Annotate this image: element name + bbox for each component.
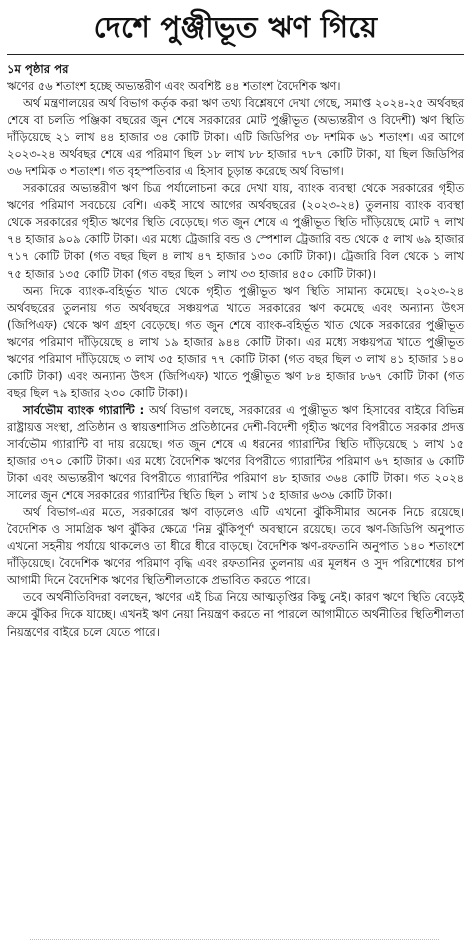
bottom-edge-divider (30, 939, 439, 940)
paragraph-5 (7, 402, 464, 504)
article-headline: দেশে পুঞ্জীভূত ঋণ গিয়ে (93, 10, 378, 44)
headline-divider (7, 54, 464, 55)
paragraph-5-text: অর্থ বিভাগ বলছে, সরকারের এ পুঞ্জীভূত ঋণ হিসাবের বাইরে বিভিন্ন রাষ্ট্রায়ত্ত সংস্থা, প্রতিষ্ঠান ও স্বায়ত্তশাসিত প্রতিষ্ঠানের দেশী-বিদেশী গৃহীত ঋণের বিপরীতে সরকার প্রদত্ত সার্বভৌম গ্যারান্টি বা দায় রয়েছে। গত জুন শেষে এ ধরনের গ্যারান্টির স্থিতি দাঁড়িয়েছে ১ লাখ ১৫ হাজার ৩৭০ কোটি টাকা। এর মধ্যে বৈদেশিক ঋণের বিপরীতে গ্যারান্টির পরিমাণ ৬৭ হাজার ৬ কোটি টাকা এবং অভ্যন্তরীণ ঋণের বিপরীতে গ্যারান্টির পরিমাণ ৪৮ হাজার ৩৬৪ কোটি টাকা। গত ২০২৪ সালের জুন শেষে সরকারের গ্যারান্টির স্থিতি ছিল ১ লাখ ১৫ হাজার ৬৩৬ কোটি টাকা। (7, 402, 464, 503)
sovereign-guarantee-subhead: সার্বভৌম ব্যাংক গ্যারান্টি : (22, 402, 145, 417)
paragraph-6: অর্থ বিভাগ-এর মতে, সরকারের ঋণ বাড়লেও এটি এখনো ঝুঁকিসীমার অনেক নিচে রয়েছে। বৈদেশিক ও সামগ্রিক ঋণ ঝুঁকির ক্ষেত্রে 'নিম্ন ঝুঁকিপূর্ণ' অবস্থানে রয়েছে। তবে ঋণ-জিডিপি অনুপাত এখনো সহনীয় পর্যায়ে থাকলেও তা ধীরে ধীরে বাড়ছে। বৈদেশিক ঋণ-রফতানি অনুপাত ১৪০ শতাংশে দাঁড়িয়েছে। বৈদেশিক ঋণের পরিমাণ বৃদ্ধি এবং রফতানির তুলনায় এর মূলধন ও সুদ পরিশোধের চাপ আগামী দিনে বৈদেশিক ঋণের স্থিতিশীলতাকে প্রভাবিত করতে পারে। (7, 505, 464, 588)
article-body (7, 61, 464, 641)
paragraph-1: ঋণের ৫৬ শতাংশ হচ্ছে অভ্যন্তরীণ এবং অবশিষ্ট ৪৪ শতাংশ বৈদেশিক ঋণ। (7, 79, 341, 93)
paragraph-3: সরকারের অভ্যন্তরীণ ঋণ চিত্র পর্যালোচনা করে দেখা যায়, ব্যাংক ব্যবস্থা থেকে সরকারের গৃহীত ঋণের পরিমাণ সবচেয়ে বেশি। একই সাথে আগের অর্থবছরের (২০২৩-২৪) তুলনায় ব্যাংক ব্যবস্থা থেকে সরকারের গৃহীত ঋণের স্থিতি বেড়েছে। গত জুন শেষে এ পুঞ্জীভূত স্থিতি দাঁড়িয়েছে মোট ৭ লাখ ৭৪ হাজার ৯০৯ কোটি টাকা। এর মধ্যে ট্রেজারি বন্ড ও স্পেশাল ট্রেজারি বন্ড থেকে ৫ লাখ ৬৯ হাজার ৭১৭ কোটি টাকা (গত বছর ছিল ৪ লাখ ৪৭ হাজার ১৩০ কোটি টাকা)। ট্রেজারি বিল থেকে ১ লাখ ৭৫ হাজার ১৩৫ কোটি টাকা (গত বছর ছিল ১ লাখ ৩৩ হাজার ৪৫০ কোটি টাকা)। (7, 181, 464, 281)
paragraph-7: তবে অর্থনীতিবিদরা বলছেন, ঋণের এই চিত্র নিয়ে আত্মতৃপ্তির কিছু নেই। কারণ ঋণে স্থিতি বেড়েই ক্রমে ঝুঁকির দিকে যাচ্ছে। এখনই ঋণ নেয়া নিয়ন্ত্রণ করতে না পারলে আগামীতে অর্থনীতির স্থিতিশীলতা নিয়ন্ত্রণের বাইরে চলে যেতে পারে। (7, 590, 464, 639)
continued-from-page: ১ম পৃষ্ঠার পর (7, 62, 69, 76)
paragraph-2: অর্থ মন্ত্রণালয়ের অর্থ বিভাগ কর্তৃক করা ঋণ তথ্য বিশ্লেষণে দেখা গেছে, সমাপ্ত ২০২৪-২৫ অর্থবছর শেষে বা চলতি পঞ্জিকা বছরের জুন শেষে সরকারের মোট পুঞ্জীভূত (অভ্যন্তরীণ ও বিদেশী) ঋণ স্থিতি দাঁড়িয়েছে ২১ লাখ ৪৪ হাজার ৩৪ কোটি টাকা। এটি জিডিপির ৩৮ দশমিক ৬১ শতাংশ। এর আগে ২০২৩-২৪ অর্থবছর শেষে এর পরিমাণ ছিল ১৮ লাখ ৮৮ হাজার ৭৮৭ কোটি টাকা, যা ছিল জিডিপির ৩৬ দশমিক ৩ শতাংশ। গত বৃহস্পতিবার এ হিসাব চূড়ান্ত করেছে অর্থ বিভাগ। (7, 96, 464, 179)
paragraph-4: অন্য দিকে ব্যাংক-বহির্ভূত খাত থেকে গৃহীত পুঞ্জীভূত ঋণ স্থিতি সামান্য কমেছে। ২০২৩-২৪ অর্থবছরের তুলনায় গত অর্থবছরে সঞ্চয়পত্র খাতে সরকারের ঋণ কমেছে এবং অন্যান্য উৎস (জিপিএফ) থেকে ঋণ গ্রহণ বেড়েছে। গত জুন শেষে ব্যাংক-বহির্ভূত খাত থেকে সরকারের পুঞ্জীভূত ঋণের পরিমাণ দাঁড়িয়েছে ৪ লাখ ১৯ হাজার ৯৪৪ কোটি টাকা। এর মধ্যে সঞ্চয়পত্র খাতে পুঞ্জীভূত ঋণের পরিমাণ দাঁড়িয়েছে ৩ লাখ ৩৫ হাজার ৭৭ কোটি টাকা (গত বছর ছিল ৩ লাখ ৪১ হাজার ১৪০ কোটি টাকা) এবং অন্যান্য উৎস (জিপিএফ) খাতে পুঞ্জীভূত ঋণ ৮৪ হাজার ৮৬৭ কোটি টাকা (গত বছর ছিল ৭৯ হাজার ২৩০ কোটি টাকা)। (7, 283, 464, 400)
